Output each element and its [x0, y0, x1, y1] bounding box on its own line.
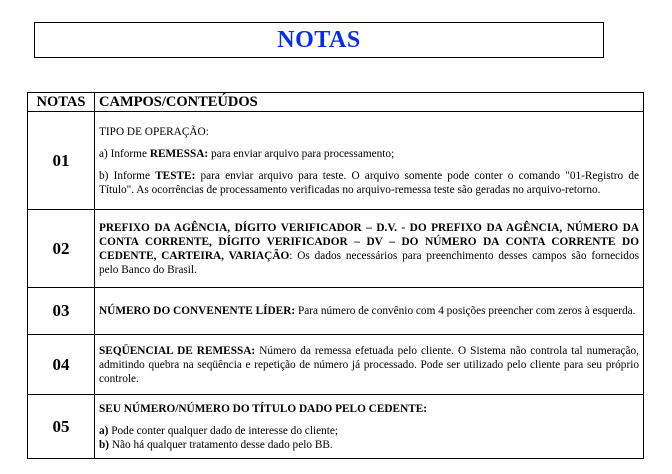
table-row: [28, 288, 644, 335]
note-item-b: b) Não há qualquer tratamento desse dado pelo BB.: [99, 438, 333, 451]
column-header-notas: NOTAS: [28, 93, 95, 112]
title-box: [34, 22, 604, 58]
notes-table: [27, 92, 644, 459]
note-item-a: a) Pode conter qualquer dado de interesse do cliente;: [99, 424, 339, 437]
table-header-row: [28, 93, 644, 112]
note-number: 04: [28, 335, 95, 395]
note-number: 01: [28, 112, 95, 210]
note-content: [95, 210, 644, 288]
table-row: [28, 112, 644, 210]
note-item-a: a) Informe REMESSA: para enviar arquivo para processamento;: [99, 147, 395, 160]
note-content: [95, 112, 644, 210]
page-title: NOTAS: [277, 26, 361, 53]
note-paragraph: SEQÜENCIAL DE REMESSA: Número da remessa efetuada pelo cliente. O Sistema não controla tal numeração, admitindo quebra na seqüência e repetição de número já processado. Pode ser utilizado pelo cliente para seu próprio controle.: [99, 344, 639, 385]
note-item-b: b) Informe TESTE: para enviar arquivo para teste. O arquivo somente pode conter o comando "01-Registro de Título". As ocorrências de processamento verificadas no arquivo-remessa teste são geradas no arquivo-retorno.: [99, 169, 639, 196]
note-number: 05: [28, 395, 95, 459]
note-paragraph: NÚMERO DO CONVENENTE LÍDER: Para número de convênio com 4 posições preencher com zeros à esquerda.: [99, 305, 636, 317]
note-number: 02: [28, 210, 95, 288]
note-content: [95, 395, 644, 459]
table-row: [28, 335, 644, 395]
note-line: TIPO DE OPERAÇÃO:: [99, 125, 209, 138]
note-content: [95, 335, 644, 395]
note-number: 03: [28, 288, 95, 335]
table-row: [28, 395, 644, 459]
note-paragraph: PREFIXO DA AGÊNCIA, DÍGITO VERIFICADOR – D.V. - DO PREFIXO DA AGÊNCIA, NÚMERO DA CONTA CORRENTE, DÍGITO VERIFICADOR – DV – DO NÚMERO DA CONTA CORRENTE DO CEDENTE, CARTEIRA, VARIAÇÃO: Os dados necessários para preenchimento desses campos são fornecidos pelo Banco do Brasil.: [99, 221, 639, 276]
note-paragraph: SEU NÚMERO/NÚMERO DO TÍTULO DADO PELO CEDENTE:: [99, 402, 428, 415]
column-header-campos: CAMPOS/CONTEÚDOS: [95, 93, 644, 112]
table-row: [28, 210, 644, 288]
note-content: [95, 288, 644, 335]
